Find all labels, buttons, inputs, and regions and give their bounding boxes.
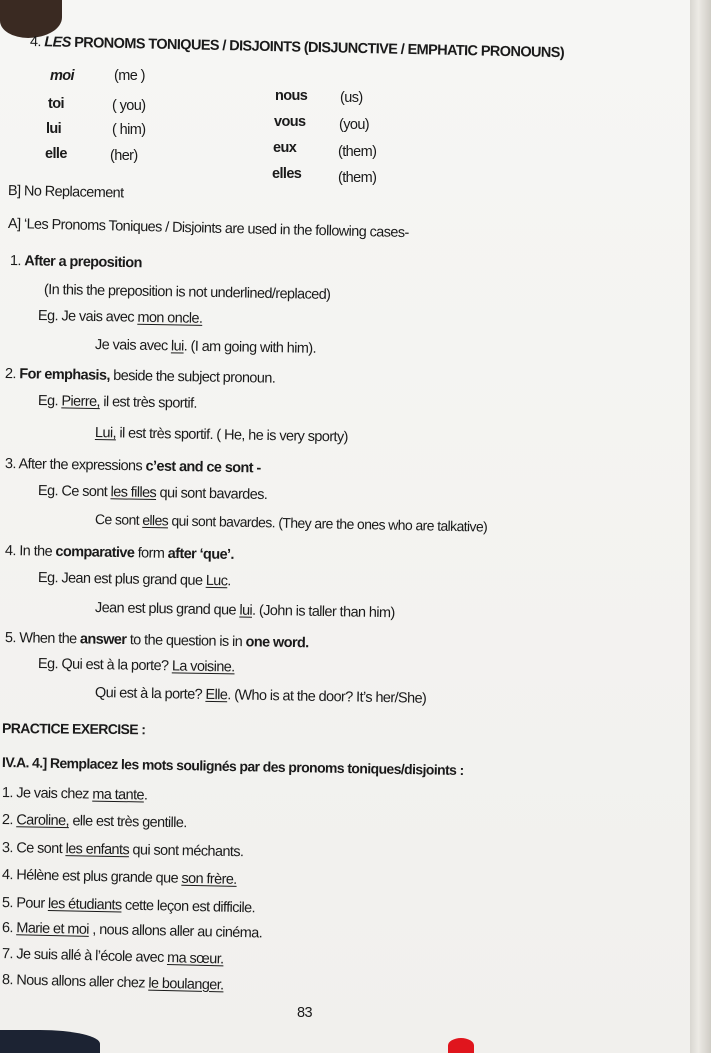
text-segment: PRACTICE EXERCISE : — [1, 720, 146, 738]
page-number — [297, 1005, 312, 1021]
pronoun-moi-en — [114, 68, 145, 84]
text-segment: 1. — [9, 253, 25, 270]
text-segment: form — [134, 545, 168, 562]
underlined-phrase: Elle — [205, 686, 228, 704]
pronoun-vous — [274, 114, 305, 130]
text-segment: Jean est plus grand que — [94, 600, 240, 619]
text-segment: elle est très gentille. — [68, 813, 187, 832]
underlined-phrase: mon oncle. — [137, 309, 203, 327]
text-segment: il est très sportif. ( He, he is very sporty) — [115, 425, 348, 446]
text-segment: 4. — [29, 34, 45, 51]
underlined-phrase: le boulanger. — [148, 975, 224, 994]
underlined-phrase: lui — [239, 602, 253, 619]
text-segment: eux — [273, 140, 297, 156]
underlined-phrase: son frère. — [181, 870, 237, 888]
text-segment: LES — [44, 34, 71, 51]
underlined-phrase: La voisine. — [171, 658, 235, 676]
text-segment: after ‘que’. — [167, 545, 234, 563]
exercise-2 — [2, 812, 187, 831]
text-segment: moi — [50, 68, 74, 84]
text-segment: Eg. Qui est à la porte? — [37, 656, 173, 675]
text-segment: 6. — [1, 920, 17, 937]
case-1 — [10, 253, 142, 271]
no-replacement — [8, 183, 124, 201]
pronoun-lui — [46, 121, 61, 137]
pronoun-elles-en — [338, 170, 376, 186]
underlined-phrase: ma tante — [92, 786, 145, 804]
text-segment: (you) — [339, 117, 370, 133]
case-5-eg — [38, 656, 235, 675]
case-2-eg — [38, 393, 197, 412]
text-segment: toi — [48, 96, 64, 112]
underlined-phrase: Marie et moi — [16, 920, 90, 938]
text-segment: il est très sportif. — [99, 394, 198, 412]
red-object — [448, 1038, 474, 1053]
text-segment: (her) — [110, 148, 138, 164]
text-segment: 1. Je vais chez — [1, 785, 93, 803]
pronoun-elle — [45, 146, 67, 162]
text-segment: qui sont bavardes. (They are the ones who are talkative) — [167, 512, 488, 535]
underlined-phrase: ma sœur. — [166, 950, 224, 968]
text-segment: , nous allons aller au cinéma. — [88, 921, 263, 942]
page-edge — [690, 0, 711, 1053]
text-segment: qui sont méchants. — [128, 842, 244, 861]
text-segment: nous — [275, 88, 308, 104]
pronoun-elle-en — [110, 148, 138, 164]
text-segment: elle — [45, 146, 67, 162]
text-segment: PRONOMS TONIQUES / DISJOINTS (DISJUNCTIVE / EMPHATIC PRONOUNS) — [70, 34, 565, 62]
text-segment: answer — [79, 631, 127, 649]
text-segment: Je vais avec — [94, 337, 172, 355]
text-segment: 4. In the — [4, 543, 56, 560]
text-segment: For emphasis, — [19, 366, 110, 384]
pronoun-vous-en — [339, 117, 369, 133]
text-segment: (us) — [340, 90, 363, 106]
underlined-phrase: Pierre, — [61, 393, 101, 411]
pronoun-toi-en — [112, 98, 145, 114]
text-segment: B] No Replacement — [7, 183, 124, 202]
pronoun-elles — [272, 166, 301, 182]
text-segment: ( him) — [112, 122, 146, 138]
text-segment: c’est and ce sont - — [145, 458, 261, 477]
text-segment: (me ) — [114, 68, 145, 84]
text-segment: 2. — [1, 812, 17, 829]
case-4-eg — [38, 570, 231, 589]
text-segment: elles — [272, 166, 302, 182]
text-segment: cette leçon est difficile. — [121, 897, 256, 917]
underlined-phrase: elles — [142, 511, 169, 529]
text-segment: to the question is in — [126, 632, 246, 651]
text-segment: Eg. Jean est plus grand que — [37, 570, 206, 589]
text-segment: A] ‘Les Pronoms Toniques / Disjoints are used in the following cases- — [7, 216, 409, 242]
text-segment: 3. Ce sont — [1, 840, 66, 858]
case-1-eg — [38, 308, 203, 327]
text-segment: After a preposition — [24, 253, 142, 272]
text-segment: 7. Je suis allé à l’école avec — [1, 946, 168, 967]
text-segment: (In this the preposition is not underlined/replaced) — [43, 282, 331, 303]
text-segment: 2. — [4, 366, 20, 383]
underlined-phrase: lui — [170, 338, 184, 355]
text-segment: 5. When the — [4, 630, 81, 648]
text-segment: lui — [46, 121, 62, 137]
underlined-phrase: les filles — [110, 484, 157, 502]
text-segment: 83 — [297, 1005, 312, 1021]
pronoun-nous — [275, 88, 307, 104]
pronoun-nous-en — [340, 90, 363, 106]
text-segment: Eg. Je vais avec — [37, 308, 138, 326]
text-segment: Eg. Ce sont — [37, 483, 111, 501]
text-segment: 4. Hélène est plus grande que — [1, 867, 182, 887]
text-segment: ( you) — [112, 98, 146, 114]
text-segment: qui sont bavardes. — [156, 485, 268, 504]
underlined-phrase: Lui, — [94, 425, 117, 442]
text-segment: beside the subject pronoun. — [109, 367, 276, 387]
text-segment: IV.A. 4.] Remplacez les mots soulignés par des pronoms toniques/disjoints : — [1, 754, 464, 779]
text-segment: (them) — [338, 144, 377, 160]
underlined-phrase: les enfants — [65, 841, 130, 859]
text-segment: . — [227, 573, 231, 590]
text-segment: vous — [274, 114, 306, 130]
text-segment: comparative — [55, 543, 135, 562]
text-segment: 3. After the expressions — [4, 456, 146, 475]
text-segment: Ce sont — [94, 511, 143, 528]
pronoun-lui-en — [112, 122, 145, 138]
practice-heading — [2, 720, 146, 737]
text-segment: Eg. — [37, 393, 62, 410]
underlined-phrase: Luc — [205, 572, 228, 590]
text-segment: . (I am going with him). — [183, 338, 317, 357]
text-segment: (them) — [338, 170, 377, 186]
text-segment: . — [143, 787, 148, 804]
pronoun-moi — [50, 68, 74, 84]
pronoun-toi — [48, 96, 64, 112]
text-segment: Qui est à la porte? — [94, 685, 206, 703]
exercise-1 — [2, 785, 148, 804]
underlined-phrase: les étudiants — [47, 895, 122, 914]
text-segment: 5. Pour — [1, 895, 49, 912]
pronoun-eux-en — [338, 144, 376, 160]
underlined-phrase: Caroline, — [16, 812, 70, 830]
text-segment: one word. — [245, 634, 309, 652]
pronoun-eux — [273, 140, 296, 156]
text-segment: . (John is taller than him) — [251, 602, 395, 622]
text-segment: 8. Nous allons aller chez — [1, 972, 149, 992]
text-segment: . (Who is at the door? It’s her/She) — [227, 687, 427, 707]
